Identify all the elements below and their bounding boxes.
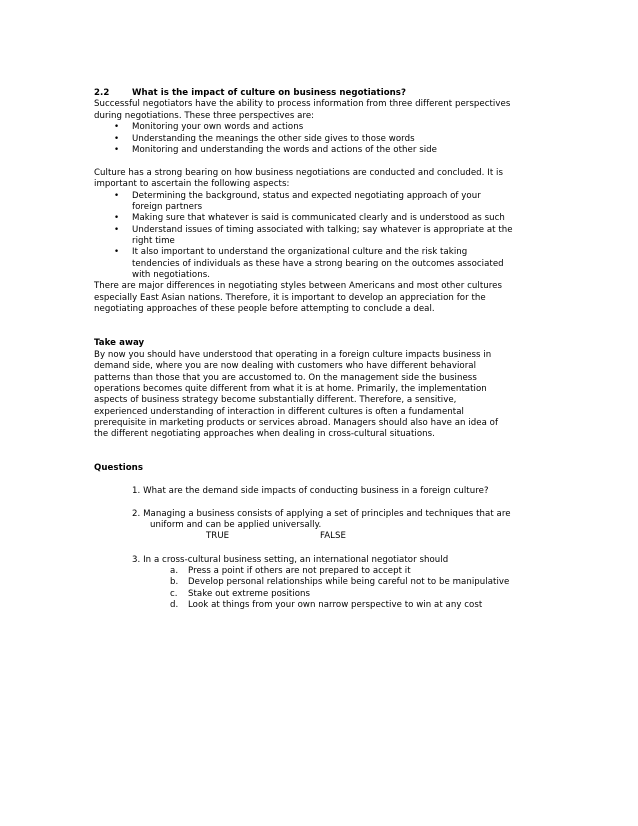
bullet-icon: •	[114, 122, 120, 132]
bullet-icon: •	[114, 191, 120, 201]
option-text: Press a point if others are not prepared to accept it	[188, 566, 411, 576]
culture-para-line: important to ascertain the following aspects:	[94, 179, 290, 189]
takeaway-heading: Take away	[94, 338, 145, 348]
aspect-item-cont: with negotiations.	[132, 270, 211, 280]
option-letter: c.	[170, 589, 178, 599]
option-letter: a.	[170, 566, 179, 576]
takeaway-line: prerequisite in marketing products or services abroad. Managers should also have an idea of	[94, 418, 499, 428]
option-text: Develop personal relationships while being careful not to be manipulative	[188, 577, 510, 587]
differences-line: negotiating approaches of these people before attempting to conclude a deal.	[94, 304, 435, 314]
question-1: 1. What are the demand side impacts of conducting business in a foreign culture?	[132, 486, 489, 496]
option-text: Look at things from your own narrow perspective to win at any cost	[188, 600, 483, 610]
bullet-icon: •	[114, 225, 120, 235]
differences-line: There are major differences in negotiating styles between Americans and most other cultures	[94, 281, 503, 291]
bullet-icon: •	[114, 213, 120, 223]
option-letter: b.	[170, 577, 179, 587]
differences-line: especially East Asian nations. Therefore, it is important to develop an appreciation for the	[94, 293, 486, 303]
perspective-item: Monitoring your own words and actions	[132, 122, 304, 132]
option-letter: d.	[170, 600, 179, 610]
aspect-item: Making sure that whatever is said is communicated clearly and is understood as such	[132, 213, 505, 223]
takeaway-line: experienced understanding of interaction in different cultures is often a fundamental	[94, 407, 464, 417]
aspect-item: It also important to understand the organizational culture and the risk taking	[132, 247, 468, 257]
culture-para-line: Culture has a strong bearing on how business negotiations are conducted and concluded. It is	[94, 168, 503, 178]
takeaway-line: operations becomes quite different from what it is at home. Primarily, the implementation	[94, 384, 487, 394]
question-3: 3. In a cross-cultural business setting, an international negotiator should	[132, 555, 449, 565]
bullet-icon: •	[114, 247, 120, 257]
section-heading: What is the impact of culture on business negotiations?	[132, 88, 407, 98]
aspect-item-cont: foreign partners	[132, 202, 203, 212]
takeaway-line: By now you should have understood that operating in a foreign culture impacts business in	[94, 350, 492, 360]
intro-line: during negotiations. These three perspectives are:	[94, 111, 315, 121]
aspect-item-cont: tendencies of individuals as these have a strong bearing on the outcomes associated	[132, 259, 504, 269]
intro-line: Successful negotiators have the ability to process information from three different perspectives	[94, 99, 511, 109]
answer-true: TRUE	[206, 531, 230, 541]
takeaway-line: patterns than those that you are accustomed to. On the management side the business	[94, 373, 477, 383]
takeaway-line: the different negotiating approaches when dealing in cross-cultural situations.	[94, 429, 435, 439]
bullet-icon: •	[114, 134, 120, 144]
bullet-icon: •	[114, 145, 120, 155]
takeaway-line: demand side, where you are now dealing with customers who have different behavioral	[94, 361, 477, 371]
question-2: 2. Managing a business consists of applying a set of principles and techniques that are	[132, 509, 511, 519]
perspective-item: Monitoring and understanding the words and actions of the other side	[132, 145, 438, 155]
aspect-item-cont: right time	[132, 236, 175, 246]
takeaway-line: aspects of business strategy become substantially different. Therefore, a sensitive,	[94, 395, 457, 405]
questions-heading: Questions	[94, 463, 144, 473]
perspective-item: Understanding the meanings the other side gives to those words	[132, 134, 415, 144]
section-number: 2.2	[94, 88, 110, 98]
aspect-item: Understand issues of timing associated with talking; say whatever is appropriate at the	[132, 225, 513, 235]
question-2-cont: uniform and can be applied universally.	[150, 520, 322, 530]
answer-false: FALSE	[320, 531, 346, 541]
option-text: Stake out extreme positions	[188, 589, 311, 599]
aspect-item: Determining the background, status and expected negotiating approach of your	[132, 191, 481, 201]
